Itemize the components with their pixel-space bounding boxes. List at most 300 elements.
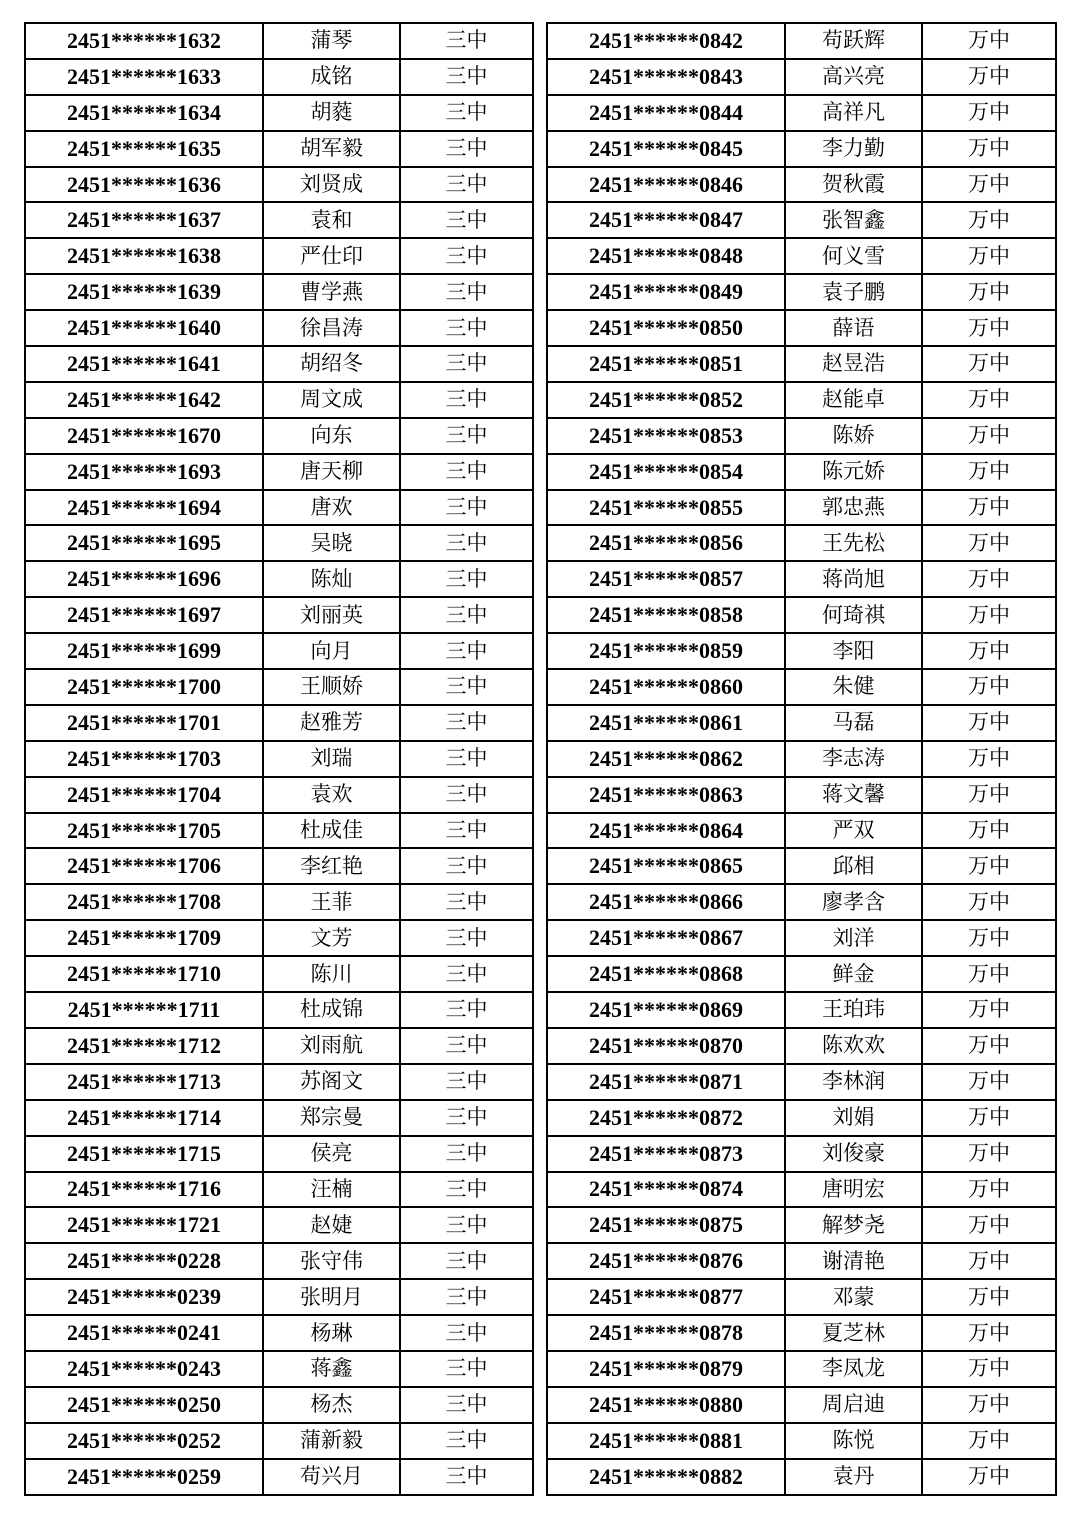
- student-id-cell: 2451******0856: [547, 525, 785, 561]
- school-cell: 万中: [922, 813, 1056, 849]
- school-cell: 万中: [922, 741, 1056, 777]
- table-row: [25, 525, 533, 561]
- student-name-cell: 邱相: [785, 848, 922, 884]
- student-id-cell: 2451******0252: [25, 1423, 263, 1459]
- table-row: [547, 920, 1056, 956]
- student-id-cell: 2451******0859: [547, 633, 785, 669]
- school-cell: 万中: [922, 1136, 1056, 1172]
- school-cell: 三中: [400, 382, 533, 418]
- table-row: [25, 1100, 533, 1136]
- student-name-cell: 解梦尧: [785, 1207, 922, 1243]
- student-id-cell: 2451******1716: [25, 1172, 263, 1208]
- table-row: [25, 920, 533, 956]
- school-cell: 三中: [400, 1028, 533, 1064]
- student-name-cell: 李凤龙: [785, 1351, 922, 1387]
- student-id-cell: 2451******0243: [25, 1351, 263, 1387]
- student-name-cell: 李林润: [785, 1064, 922, 1100]
- table-row: [547, 1136, 1056, 1172]
- student-id-cell: 2451******1636: [25, 167, 263, 203]
- student-id-cell: 2451******0858: [547, 597, 785, 633]
- school-cell: 三中: [400, 1351, 533, 1387]
- table-row: [547, 848, 1056, 884]
- school-cell: 万中: [922, 490, 1056, 526]
- school-cell: 三中: [400, 1136, 533, 1172]
- school-cell: 三中: [400, 848, 533, 884]
- table-row: [547, 1172, 1056, 1208]
- school-cell: 万中: [922, 848, 1056, 884]
- student-id-cell: 2451******1711: [25, 992, 263, 1028]
- student-name-cell: 苏阁文: [263, 1064, 400, 1100]
- table-row: [25, 992, 533, 1028]
- student-id-cell: 2451******1714: [25, 1100, 263, 1136]
- school-cell: 三中: [400, 992, 533, 1028]
- student-id-cell: 2451******0239: [25, 1279, 263, 1315]
- student-id-cell: 2451******0874: [547, 1172, 785, 1208]
- student-id-cell: 2451******0857: [547, 561, 785, 597]
- school-cell: 三中: [400, 1243, 533, 1279]
- table-row: [547, 561, 1056, 597]
- table-row: [547, 238, 1056, 274]
- student-name-cell: 周文成: [263, 382, 400, 418]
- student-name-cell: 唐天柳: [263, 454, 400, 490]
- student-name-cell: 袁欢: [263, 777, 400, 813]
- school-cell: 万中: [922, 1028, 1056, 1064]
- table-row: [547, 1028, 1056, 1064]
- table-row: [547, 1207, 1056, 1243]
- school-cell: 三中: [400, 59, 533, 95]
- table-row: [547, 454, 1056, 490]
- school-cell: 万中: [922, 956, 1056, 992]
- table-row: [25, 1423, 533, 1459]
- school-cell: 万中: [922, 23, 1056, 59]
- student-name-cell: 刘俊豪: [785, 1136, 922, 1172]
- school-cell: 三中: [400, 1387, 533, 1423]
- student-name-cell: 徐昌涛: [263, 310, 400, 346]
- table-row: [547, 167, 1056, 203]
- school-cell: 万中: [922, 992, 1056, 1028]
- table-row: [547, 346, 1056, 382]
- school-cell: 三中: [400, 597, 533, 633]
- table-row: [25, 1172, 533, 1208]
- student-name-cell: 向月: [263, 633, 400, 669]
- student-id-cell: 2451******1670: [25, 418, 263, 454]
- school-cell: 三中: [400, 202, 533, 238]
- student-id-cell: 2451******0846: [547, 167, 785, 203]
- table-row: [547, 1279, 1056, 1315]
- student-id-cell: 2451******0867: [547, 920, 785, 956]
- student-name-cell: 李阳: [785, 633, 922, 669]
- school-cell: 万中: [922, 1207, 1056, 1243]
- student-name-cell: 赵昱浩: [785, 346, 922, 382]
- student-name-cell: 刘雨航: [263, 1028, 400, 1064]
- left-table-body: [25, 23, 533, 1495]
- school-cell: 三中: [400, 633, 533, 669]
- table-row: [25, 454, 533, 490]
- right-student-table: [546, 22, 1057, 1496]
- student-name-cell: 曹学燕: [263, 274, 400, 310]
- student-name-cell: 高祥凡: [785, 95, 922, 131]
- student-name-cell: 贺秋霞: [785, 167, 922, 203]
- table-row: [547, 1387, 1056, 1423]
- right-table-body: [547, 23, 1056, 1495]
- student-id-cell: 2451******0851: [547, 346, 785, 382]
- student-name-cell: 陈悦: [785, 1423, 922, 1459]
- student-id-cell: 2451******0870: [547, 1028, 785, 1064]
- student-id-cell: 2451******0848: [547, 238, 785, 274]
- student-id-cell: 2451******1634: [25, 95, 263, 131]
- school-cell: 万中: [922, 202, 1056, 238]
- student-name-cell: 张明月: [263, 1279, 400, 1315]
- student-name-cell: 王珀玮: [785, 992, 922, 1028]
- student-id-cell: 2451******0855: [547, 490, 785, 526]
- student-id-cell: 2451******0881: [547, 1423, 785, 1459]
- table-row: [547, 1100, 1056, 1136]
- school-cell: 万中: [922, 705, 1056, 741]
- table-row: [25, 131, 533, 167]
- student-id-cell: 2451******0259: [25, 1459, 263, 1495]
- student-name-cell: 蒲琴: [263, 23, 400, 59]
- school-cell: 三中: [400, 813, 533, 849]
- student-name-cell: 汪楠: [263, 1172, 400, 1208]
- table-row: [547, 956, 1056, 992]
- student-name-cell: 鲜金: [785, 956, 922, 992]
- school-cell: 万中: [922, 382, 1056, 418]
- school-cell: 三中: [400, 1172, 533, 1208]
- student-name-cell: 何义雪: [785, 238, 922, 274]
- table-row: [25, 1351, 533, 1387]
- student-id-cell: 2451******0868: [547, 956, 785, 992]
- student-id-cell: 2451******0853: [547, 418, 785, 454]
- student-name-cell: 吴晓: [263, 525, 400, 561]
- student-id-cell: 2451******0850: [547, 310, 785, 346]
- student-name-cell: 廖孝含: [785, 884, 922, 920]
- school-cell: 万中: [922, 1387, 1056, 1423]
- student-name-cell: 夏芝林: [785, 1315, 922, 1351]
- table-row: [547, 418, 1056, 454]
- table-row: [25, 633, 533, 669]
- school-cell: 万中: [922, 418, 1056, 454]
- table-row: [547, 59, 1056, 95]
- student-id-cell: 2451******0847: [547, 202, 785, 238]
- table-row: [547, 669, 1056, 705]
- table-row: [25, 597, 533, 633]
- table-row: [547, 1315, 1056, 1351]
- table-row: [547, 382, 1056, 418]
- table-row: [25, 1207, 533, 1243]
- student-name-cell: 唐明宏: [785, 1172, 922, 1208]
- student-id-cell: 2451******0865: [547, 848, 785, 884]
- school-cell: 三中: [400, 454, 533, 490]
- table-row: [547, 1423, 1056, 1459]
- table-row: [547, 777, 1056, 813]
- student-id-cell: 2451******0864: [547, 813, 785, 849]
- student-id-cell: 2451******0869: [547, 992, 785, 1028]
- table-row: [547, 633, 1056, 669]
- student-name-cell: 郑宗曼: [263, 1100, 400, 1136]
- student-id-cell: 2451******1699: [25, 633, 263, 669]
- student-id-cell: 2451******1706: [25, 848, 263, 884]
- student-id-cell: 2451******0878: [547, 1315, 785, 1351]
- table-row: [547, 310, 1056, 346]
- student-name-cell: 文芳: [263, 920, 400, 956]
- student-id-cell: 2451******0871: [547, 1064, 785, 1100]
- student-id-cell: 2451******1696: [25, 561, 263, 597]
- student-id-cell: 2451******0241: [25, 1315, 263, 1351]
- school-cell: 三中: [400, 490, 533, 526]
- student-name-cell: 赵能卓: [785, 382, 922, 418]
- school-cell: 三中: [400, 884, 533, 920]
- school-cell: 三中: [400, 1279, 533, 1315]
- student-id-cell: 2451******0862: [547, 741, 785, 777]
- table-row: [25, 1315, 533, 1351]
- table-row: [25, 741, 533, 777]
- student-id-cell: 2451******0879: [547, 1351, 785, 1387]
- school-cell: 万中: [922, 597, 1056, 633]
- school-cell: 万中: [922, 669, 1056, 705]
- school-cell: 三中: [400, 669, 533, 705]
- table-row: [25, 1136, 533, 1172]
- student-name-cell: 刘瑞: [263, 741, 400, 777]
- student-id-cell: 2451******1695: [25, 525, 263, 561]
- school-cell: 三中: [400, 1315, 533, 1351]
- student-id-cell: 2451******0849: [547, 274, 785, 310]
- student-id-cell: 2451******1697: [25, 597, 263, 633]
- left-student-table: [24, 22, 534, 1496]
- student-id-cell: 2451******1709: [25, 920, 263, 956]
- student-id-cell: 2451******0872: [547, 1100, 785, 1136]
- student-name-cell: 杨杰: [263, 1387, 400, 1423]
- table-row: [25, 202, 533, 238]
- student-name-cell: 胡军毅: [263, 131, 400, 167]
- school-cell: 三中: [400, 561, 533, 597]
- school-cell: 万中: [922, 884, 1056, 920]
- student-name-cell: 严仕印: [263, 238, 400, 274]
- student-id-cell: 2451******1715: [25, 1136, 263, 1172]
- school-cell: 三中: [400, 741, 533, 777]
- student-name-cell: 陈灿: [263, 561, 400, 597]
- table-row: [25, 490, 533, 526]
- student-name-cell: 高兴亮: [785, 59, 922, 95]
- table-row: [547, 131, 1056, 167]
- table-row: [25, 1028, 533, 1064]
- student-id-cell: 2451******1693: [25, 454, 263, 490]
- student-name-cell: 赵雅芳: [263, 705, 400, 741]
- table-row: [25, 167, 533, 203]
- student-name-cell: 王菲: [263, 884, 400, 920]
- school-cell: 三中: [400, 310, 533, 346]
- school-cell: 三中: [400, 95, 533, 131]
- student-id-cell: 2451******0877: [547, 1279, 785, 1315]
- student-id-cell: 2451******1635: [25, 131, 263, 167]
- student-id-cell: 2451******1704: [25, 777, 263, 813]
- table-row: [547, 884, 1056, 920]
- student-id-cell: 2451******0844: [547, 95, 785, 131]
- student-name-cell: 袁和: [263, 202, 400, 238]
- student-name-cell: 王顺娇: [263, 669, 400, 705]
- school-cell: 三中: [400, 1423, 533, 1459]
- table-row: [25, 310, 533, 346]
- student-name-cell: 苟跃辉: [785, 23, 922, 59]
- table-row: [547, 1243, 1056, 1279]
- student-name-cell: 李志涛: [785, 741, 922, 777]
- student-name-cell: 刘丽英: [263, 597, 400, 633]
- school-cell: 万中: [922, 1315, 1056, 1351]
- table-row: [25, 669, 533, 705]
- student-name-cell: 陈川: [263, 956, 400, 992]
- student-name-cell: 唐欢: [263, 490, 400, 526]
- student-id-cell: 2451******1721: [25, 1207, 263, 1243]
- table-row: [25, 382, 533, 418]
- table-row: [547, 202, 1056, 238]
- school-cell: 万中: [922, 1459, 1056, 1495]
- student-id-cell: 2451******1705: [25, 813, 263, 849]
- table-row: [547, 1459, 1056, 1495]
- student-name-cell: 蒋尚旭: [785, 561, 922, 597]
- student-id-cell: 2451******0228: [25, 1243, 263, 1279]
- table-row: [547, 23, 1056, 59]
- student-name-cell: 刘洋: [785, 920, 922, 956]
- student-id-cell: 2451******0845: [547, 131, 785, 167]
- school-cell: 万中: [922, 310, 1056, 346]
- school-cell: 三中: [400, 1459, 533, 1495]
- student-name-cell: 陈欢欢: [785, 1028, 922, 1064]
- table-row: [547, 813, 1056, 849]
- table-row: [547, 1351, 1056, 1387]
- student-name-cell: 刘娟: [785, 1100, 922, 1136]
- school-cell: 万中: [922, 59, 1056, 95]
- school-cell: 万中: [922, 274, 1056, 310]
- student-id-cell: 2451******1633: [25, 59, 263, 95]
- student-id-cell: 2451******1632: [25, 23, 263, 59]
- student-name-cell: 张智鑫: [785, 202, 922, 238]
- school-cell: 三中: [400, 238, 533, 274]
- student-name-cell: 陈元娇: [785, 454, 922, 490]
- school-cell: 万中: [922, 633, 1056, 669]
- school-cell: 万中: [922, 1064, 1056, 1100]
- table-row: [25, 1459, 533, 1495]
- student-name-cell: 李红艳: [263, 848, 400, 884]
- student-name-cell: 蒲新毅: [263, 1423, 400, 1459]
- school-cell: 万中: [922, 346, 1056, 382]
- school-cell: 万中: [922, 561, 1056, 597]
- student-name-cell: 谢清艳: [785, 1243, 922, 1279]
- table-row: [25, 1243, 533, 1279]
- student-id-cell: 2451******0250: [25, 1387, 263, 1423]
- student-id-cell: 2451******1708: [25, 884, 263, 920]
- school-cell: 万中: [922, 131, 1056, 167]
- student-name-cell: 胡绍冬: [263, 346, 400, 382]
- school-cell: 万中: [922, 454, 1056, 490]
- student-id-cell: 2451******0866: [547, 884, 785, 920]
- student-id-cell: 2451******0860: [547, 669, 785, 705]
- school-cell: 万中: [922, 525, 1056, 561]
- table-row: [25, 813, 533, 849]
- student-name-cell: 侯亮: [263, 1136, 400, 1172]
- school-cell: 三中: [400, 274, 533, 310]
- student-id-cell: 2451******0854: [547, 454, 785, 490]
- school-cell: 万中: [922, 777, 1056, 813]
- school-cell: 万中: [922, 238, 1056, 274]
- student-id-cell: 2451******0843: [547, 59, 785, 95]
- table-row: [25, 59, 533, 95]
- table-row: [25, 1387, 533, 1423]
- table-row: [25, 884, 533, 920]
- student-name-cell: 刘贤成: [263, 167, 400, 203]
- table-row: [25, 1279, 533, 1315]
- table-row: [547, 1064, 1056, 1100]
- table-row: [547, 525, 1056, 561]
- student-id-cell: 2451******0863: [547, 777, 785, 813]
- student-name-cell: 薛语: [785, 310, 922, 346]
- table-row: [547, 274, 1056, 310]
- student-name-cell: 陈娇: [785, 418, 922, 454]
- student-name-cell: 严双: [785, 813, 922, 849]
- student-id-cell: 2451******1712: [25, 1028, 263, 1064]
- school-cell: 万中: [922, 95, 1056, 131]
- student-id-cell: 2451******0852: [547, 382, 785, 418]
- student-name-cell: 周启迪: [785, 1387, 922, 1423]
- school-cell: 三中: [400, 956, 533, 992]
- student-name-cell: 杜成佳: [263, 813, 400, 849]
- student-name-cell: 李力勤: [785, 131, 922, 167]
- school-cell: 三中: [400, 346, 533, 382]
- student-name-cell: 苟兴月: [263, 1459, 400, 1495]
- student-id-cell: 2451******1703: [25, 741, 263, 777]
- student-name-cell: 马磊: [785, 705, 922, 741]
- school-cell: 万中: [922, 1243, 1056, 1279]
- table-row: [25, 561, 533, 597]
- table-row: [547, 597, 1056, 633]
- table-row: [25, 346, 533, 382]
- school-cell: 三中: [400, 920, 533, 956]
- school-cell: 万中: [922, 1423, 1056, 1459]
- table-row: [25, 238, 533, 274]
- school-cell: 三中: [400, 1100, 533, 1136]
- student-id-cell: 2451******0861: [547, 705, 785, 741]
- school-cell: 三中: [400, 525, 533, 561]
- school-cell: 万中: [922, 167, 1056, 203]
- student-name-cell: 王先松: [785, 525, 922, 561]
- student-name-cell: 蒋文馨: [785, 777, 922, 813]
- school-cell: 三中: [400, 1064, 533, 1100]
- student-id-cell: 2451******0882: [547, 1459, 785, 1495]
- student-id-cell: 2451******0873: [547, 1136, 785, 1172]
- student-name-cell: 朱健: [785, 669, 922, 705]
- student-name-cell: 赵婕: [263, 1207, 400, 1243]
- student-name-cell: 邓蒙: [785, 1279, 922, 1315]
- table-row: [25, 956, 533, 992]
- school-cell: 万中: [922, 920, 1056, 956]
- school-cell: 三中: [400, 1207, 533, 1243]
- student-id-cell: 2451******1710: [25, 956, 263, 992]
- student-name-cell: 胡蕤: [263, 95, 400, 131]
- student-id-cell: 2451******1640: [25, 310, 263, 346]
- student-id-cell: 2451******1639: [25, 274, 263, 310]
- student-id-cell: 2451******0876: [547, 1243, 785, 1279]
- student-id-cell: 2451******1642: [25, 382, 263, 418]
- table-row: [25, 274, 533, 310]
- table-row: [25, 95, 533, 131]
- table-row: [25, 1064, 533, 1100]
- student-id-cell: 2451******1641: [25, 346, 263, 382]
- student-id-cell: 2451******1713: [25, 1064, 263, 1100]
- student-id-cell: 2451******1694: [25, 490, 263, 526]
- student-name-cell: 袁子鹏: [785, 274, 922, 310]
- student-id-cell: 2451******1701: [25, 705, 263, 741]
- table-row: [25, 23, 533, 59]
- table-row: [25, 777, 533, 813]
- student-name-cell: 张守伟: [263, 1243, 400, 1279]
